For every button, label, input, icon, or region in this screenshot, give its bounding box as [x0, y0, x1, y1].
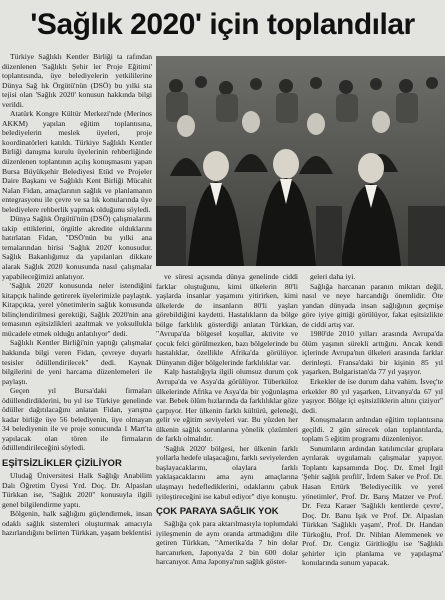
paragraph: 'Sağlık 2020' bölgesi, her ülkenin farklı yollarla hedefe ulaşacağını, farklı seviyelerden başlayacaklarını, olaylara farklı yaklaşacaklarını ama aynı amaçlarına ulaşmayı hedeflediklerini, odaklarını çabuk iyileştireceğini ise kabul ediyor" diye konuştu.: [156, 443, 298, 501]
meeting-photo: [156, 56, 445, 266]
article-column-2: [156, 272, 298, 598]
paragraph: Sağlıklı Kentler Birliği'nin yaptığı çalışmalar hakkında bilgi veren Fidan, çevreye duyarlı tesisler ödüllendirilecek" dedi. Kaynak bilgilerini de yeni harcama düzenlemeleri ile paylaştı.: [2, 338, 152, 386]
paragraph: ve süresi açısında dünya genelinde ciddi farklar oluştuğunu, kimi ülkelerin 80'li yaşlarda insanlar yaşamını yitirirken, kimi ülkelerde de insanların 80'li yaşları görebildiğini kaydetti. Hastalıkların da bölge bölge farklılık gösterdiği anlatan Türkkan, "Avrupa'da bölgesel koşullar, aktivite ve çocuk felci görülmezken, bazı bölgelerinde bu hastalıklar, özellikle Afrika'da görülüyor. Dünyanın diğer bölgelerinde farklılıklar var.: [156, 272, 298, 367]
subheading: ÇOK PARAYA SAĞLIK YOK: [156, 506, 279, 518]
article-column-3: [302, 272, 443, 598]
paragraph: 'Sağlık 2020' konusunda neler istendiğini kitapçık halinde getirerek üyelerimizle paylaştık. Kitapçıkta, yerel yönetimlerin sağlık konusunda bilinçlendirilmesi gerektiği, Sağlık 2020'nin ana temasının eşitsizlikleri azaltmak ve yoksullukla mücadele etmek olduğu anlatılıyor" dedi.: [2, 281, 152, 338]
paragraph: Sağlığa harcanan paranın miktarı değil, nasıl ve neye harcandığı önemlidir. Öte yandan dünyada insan sağlığının geçmişe göre iyiye gittiği görülüyor, fakat eşitsizlikte de ciddi artış var.: [302, 281, 443, 329]
paragraph: geleri daha iyi.: [310, 272, 356, 281]
paragraph: Konuşmaların ardından eğitim toplantısına geçildi. 2 gün sürecek olan toplantılarda, toplam 5 eğitim programı düzenleniyor.: [302, 415, 443, 444]
paragraph: Uludağ Üniversitesi Halk Sağlığı Anabilim Dalı Öğretim Üyesi Yrd. Doç. Dr. Alpaslan Türkkan ise, "Sağlık 2020" konusuyla ilgili genel bilgilendirme yaptı.: [2, 470, 152, 509]
paragraph: Erkekler de ise durum daha vahim. İsveç'te erkekler 80 yıl yaşarken, Litvanya'da 67 yıl yaşıyor. Bölge içi eşitsizliklerin altını çiziyor" dedi.: [302, 377, 443, 415]
article-column-1: [2, 52, 152, 598]
audience-photo-image: [156, 56, 445, 266]
paragraph: 1980'de 2010 yılları arasında Avrupa'da ölüm yaşının sürekli arttığını. Ancak kendi içlerinde Avrupa'nın ülkeleri arasında farklar derinleşti. Fransa'daki bir kişinin 85 yıl yaşarken, Bulgaristan'da 77 yıl yaşıyor.: [302, 329, 443, 377]
paragraph: Sağlığa çok para aktarılmasıyla toplumdaki iyileşmenin de aynı oranda artmadığını dile getiren Türkkan, "Amerika'da 7 bin dolar harcanırken, Japonya'da 2 bin 600 dolar harcanıyor. Ama Japonya'nın sağlık göster-: [156, 519, 298, 567]
paragraph: Sunumların ardından katılımcılar gruplara ayrılarak uygulamalı çalışmalar yapıyor. Toplantı kapsamında Doç. Dr. Emel İrgil 'Şehir sağlık profili', İrdem Saker ve Prof. Dr. Hasan Ertürk 'Belediyecilik ve yerel yönetimler', Prof. Dr. Barış Matzer ve Prof. Dr. Feza Karaer 'Sağlıklı kentlerde çevre', Doç. Dr. Banu Işık ve Prof. Dr. Alpaslan Türkkan 'Sağlıklı yaşam', Prof. Dr. Handan Türkoğlu, Prof. Dr. Nihlan Alemmenek ve Prof. Dr. Cengiz Giritlioğlu ise 'Sağlıklı şehirler için planlama ve yapılaşma' konularında sunum yapacak.: [302, 443, 443, 568]
paragraph: Bölgenin, halk sağlığını güçlendirmek, insan odaklı sağlık sistemleri oluşturmak amacıyla hazırlandığını belirten Türkkan, yaşam beklentisi: [2, 509, 152, 538]
paragraph: Dünya Sağlık Örgütü'nün (DSÖ) çalışmalarını takip ettiklerini, örgütle akredite olduklarını hatırlatan Fidan, "DSÖ'nün bu yılki ana temalarından birisi 'Sağlık 2020' konusudur. Sağlık Bakanlığımız da yapılanları dikkate alarak Sağlık 2020 konusunda nasıl çalışmalar yapabileceğimizi anlatıyor.: [2, 214, 152, 281]
paragraph: Türkiye Sağlıklı Kentler Birliği ta rafından düzenlenen 'Sağlıklı Şehir ler Proje Eğitimi' toplantısında, üye belediyelerin yetkililerine Dünya Sağ lık Örgütü'nün (DSÖ) bu yılki sta tejisi olan 'Sağlık 2020' konusun hakkında bilgi verildi.: [2, 52, 152, 109]
subheading: EŞİTSİZLİKLER ÇİZİLİYOR: [2, 457, 122, 469]
paragraph: Kalp hastalığıyla ilgili olumsuz durum çok Avrupa'da ve Asya'da görülüyor. Tüberküloz ülkelerinde Afrika ve Asya'da bir yoğunlaşma var. Bebek ölüm hızlarında da farklılıklar göze çarpıyor. Her ülkenin farklı kültürü, geleneği, gelir ve eğitim seviyeleri var. Bu yüzden her ülkenin sağlık sorunlarına yönelik çözümleri de farklı olmalıdır.: [156, 367, 298, 444]
headline: 'Sağlık 2020' için toplandılar: [30, 8, 415, 41]
paragraph: Atatürk Kongre Kültür Merkezi'nde (Merinos AKKM) yapılan eğitim toplantısına, belediyelerin meslek üyeleri, proje koordinatörleri katıldı. Türkiye Sağlıklı Kentler Birliği danışma kurulu üyelerinin rehberliğinde düzenlenen toplantının açılış konuşmasını yapan Bursa Büyükşehir Belediyesi Etüd ve Projeler Daire Başkanı ve Sağlıklı Kent Birliği Mücahit Nalan Fidan, amaçlarının sağlık ve planlamanın entegrasyonu ile çevre ve sa lık konularında üye belediyelere rehberlik yapmak olduğunu söyledi.: [2, 109, 152, 214]
paragraph: Geçen yıl Bursa'daki firmaları ödüllendirdiklerini, bu yıl ise Türkiye genelinde ödüller dağıtılacağını anlatan Fidan, yarışma kadar birliğe üye 56 belediyenin, üye olmayan 34 belediyenin ile ve proje sonucunda 1 Mart'ta yapılacak olan tören ile firmaların ödüllendirileceğini söyledi.: [2, 386, 152, 453]
